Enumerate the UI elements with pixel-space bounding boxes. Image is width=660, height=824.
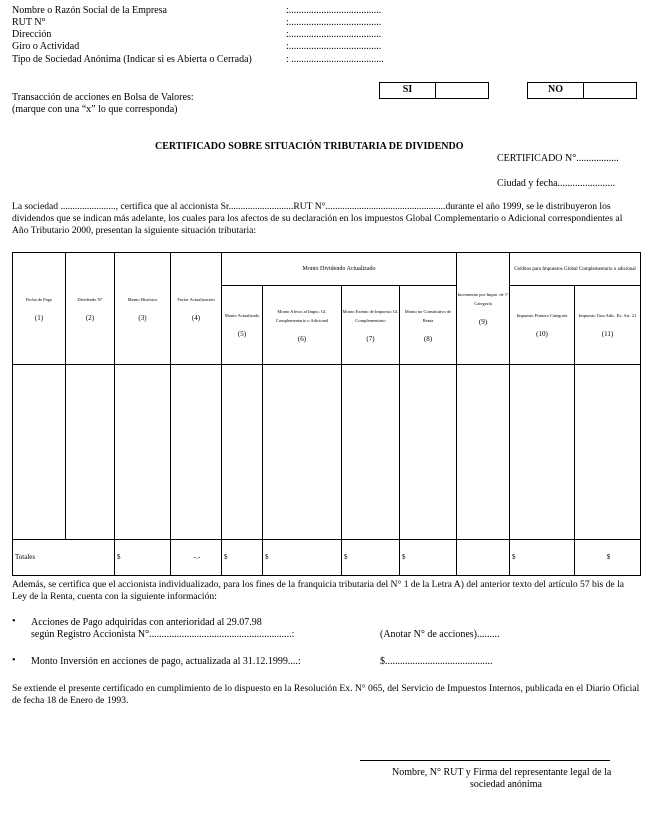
signature-line[interactable] <box>360 760 610 761</box>
no-checkbox[interactable] <box>527 82 637 99</box>
data-cell[interactable] <box>66 365 115 540</box>
col-10-num: (10) <box>536 330 548 338</box>
address-label: Dirección <box>12 29 52 40</box>
data-cell[interactable] <box>457 365 510 540</box>
transaction-label: Transacción de acciones en Bolsa de Valores: <box>12 92 194 103</box>
col-no-renta <box>400 286 457 365</box>
col-incremento <box>457 253 510 365</box>
rut-value: :..................................... <box>286 17 382 28</box>
rut-label: RUT N° <box>12 17 46 28</box>
col-2-label: Dividendo N° <box>77 296 103 302</box>
col-4-num: (4) <box>191 313 201 322</box>
col-9-num: (9) <box>478 318 488 326</box>
col-fecha-pago <box>13 253 66 365</box>
data-cell[interactable] <box>222 365 263 540</box>
certificate-intro: La sociedad ......................., certifica que al accionista Sr...........................RUT N°..................................................durante el año 1999, se le distribuyeron los dividendos que se indican más adelante, los cuales para los afectos de su declaración en los impuestos Global Complementario o Adicional correspondientes al Año Tributario 2000, presentan la siguiente situación tributaria: <box>12 201 623 236</box>
data-cell[interactable] <box>263 365 342 540</box>
col-5-num: (5) <box>237 330 247 338</box>
col-3-label: Monto Histórico <box>127 296 158 302</box>
col-dividendo <box>66 253 115 365</box>
dividend-table <box>12 252 641 576</box>
col-6-label: Monto Afecto al Impto. Gl. Complementario o Adicional <box>275 308 329 323</box>
transaction-hint: (marque con una “x” lo que corresponda) <box>12 104 178 115</box>
signature-line2: sociedad anónima <box>470 779 542 790</box>
certificate-title: CERTIFICADO SOBRE SITUACIÓN TRIBUTARIA DE DIVIDENDO <box>155 141 464 152</box>
item1-right[interactable]: (Anotar N° de acciones)......... <box>380 629 500 640</box>
activity-label: Giro o Actividad <box>12 41 80 52</box>
data-cell[interactable] <box>342 365 400 540</box>
col-8-label: Monto no Constitutivo de Renta <box>404 308 452 323</box>
item2-left[interactable]: Monto Inversión en acciones de pago, actualizada al 31.12.1999....: <box>31 656 301 667</box>
si-label: SI <box>402 84 413 95</box>
bullet-icon: • <box>12 655 16 666</box>
total-impuesto-primera[interactable]: $ <box>510 540 575 576</box>
col-7-label: Monto Exento de Impuesto Gl. Complementario <box>342 308 399 323</box>
col-1-label: Fecha de Pago <box>25 296 53 302</box>
additional-intro: Además, se certifica que el accionista individualizado, para los fines de la franquicia tributaria del N° 1 de la Letra A) del anterior texto del artículo 57 bis de la Ley de la Renta, cuenta con la siguiente información: <box>12 579 625 602</box>
signature-line1: Nombre, N° RUT y Firma del representante legal de la <box>392 767 612 778</box>
data-cell[interactable] <box>400 365 457 540</box>
data-cell[interactable] <box>575 365 641 540</box>
col-7-num: (7) <box>366 334 375 343</box>
no-label: NO <box>548 84 563 95</box>
col-6-num: (6) <box>297 334 307 343</box>
col-8-num: (8) <box>423 334 433 343</box>
data-cell[interactable] <box>171 365 222 540</box>
col-monto-actualizado <box>222 286 263 365</box>
col-5-label: Monto Actualizado <box>224 313 260 318</box>
bullet-icon: • <box>12 616 16 627</box>
total-monto-actualizado[interactable]: $ <box>222 540 263 576</box>
no-divider <box>583 83 584 98</box>
item2-right[interactable]: $........................................... <box>380 656 493 667</box>
company-name-label: Nombre o Razón Social de la Empresa <box>12 5 167 16</box>
col-monto-exento <box>342 286 400 365</box>
total-monto-historico[interactable]: $ <box>115 540 171 576</box>
address-value: :..................................... <box>286 29 382 40</box>
col-monto-afecto <box>263 286 342 365</box>
col-monto-historico <box>115 253 171 365</box>
totals-row <box>13 540 641 576</box>
table-data-area <box>13 365 641 540</box>
item1-line1: Acciones de Pago adquiridas con anterioridad al 29.07.98 <box>31 617 262 628</box>
col-impuesto-primera <box>510 286 575 365</box>
col-11-label: Impuesto Tasa Adic. Ex. Art. 21 <box>578 313 637 318</box>
data-cell[interactable] <box>115 365 171 540</box>
company-type-value: : ..................................... <box>286 54 384 65</box>
group-monto-header: Monto Dividendo Actualizado <box>222 253 457 286</box>
data-cell[interactable] <box>510 365 575 540</box>
col-impuesto-tasa <box>575 286 641 365</box>
total-impuesto-tasa[interactable]: $ <box>575 540 641 576</box>
col-3-num: (3) <box>138 313 147 322</box>
col-4-label: Factor Actualización <box>177 296 215 302</box>
activity-value: :..................................... <box>286 41 382 52</box>
col-factor <box>171 253 222 365</box>
col-1-num: (1) <box>34 313 44 322</box>
si-checkbox[interactable] <box>379 82 489 99</box>
closing-statement: Se extiende el presente certificado en cumplimiento de lo dispuesto en la Resolución Ex. N° 065, del Servicio de Impuestos Internos, publicada en el Diario Oficial de fecha 18 de Enero de 1993. <box>12 683 640 706</box>
city-date[interactable]: Ciudad y fecha....................... <box>497 178 616 189</box>
data-cell[interactable] <box>13 365 66 540</box>
col-11-num: (11) <box>601 330 614 338</box>
item1-line2[interactable]: según Registro Accionista N°.........................................................: <box>31 629 295 640</box>
col-2-num: (2) <box>85 313 95 322</box>
company-type-label: Tipo de Sociedad Anónima (Indicar si es Abierta o Cerrada) <box>12 54 252 65</box>
total-monto-exento[interactable]: $ <box>342 540 400 576</box>
total-no-renta[interactable]: $ <box>400 540 457 576</box>
si-divider <box>435 83 436 98</box>
total-factor: -.- <box>171 540 222 576</box>
total-monto-afecto[interactable]: $ <box>263 540 342 576</box>
company-name-value: :..................................... <box>286 5 382 16</box>
group-creditos-header: Créditos para Impuestos Global Complementario o adicional <box>510 253 641 286</box>
certificate-number[interactable]: CERTIFICADO N°................. <box>497 153 619 164</box>
totals-label: Totales <box>13 540 115 576</box>
col-9-label: Incremento por Impto. de 1ª Categoría <box>457 292 509 306</box>
total-incremento[interactable] <box>457 540 510 576</box>
col-10-label: Impuesto Primera Categoría <box>516 313 568 318</box>
